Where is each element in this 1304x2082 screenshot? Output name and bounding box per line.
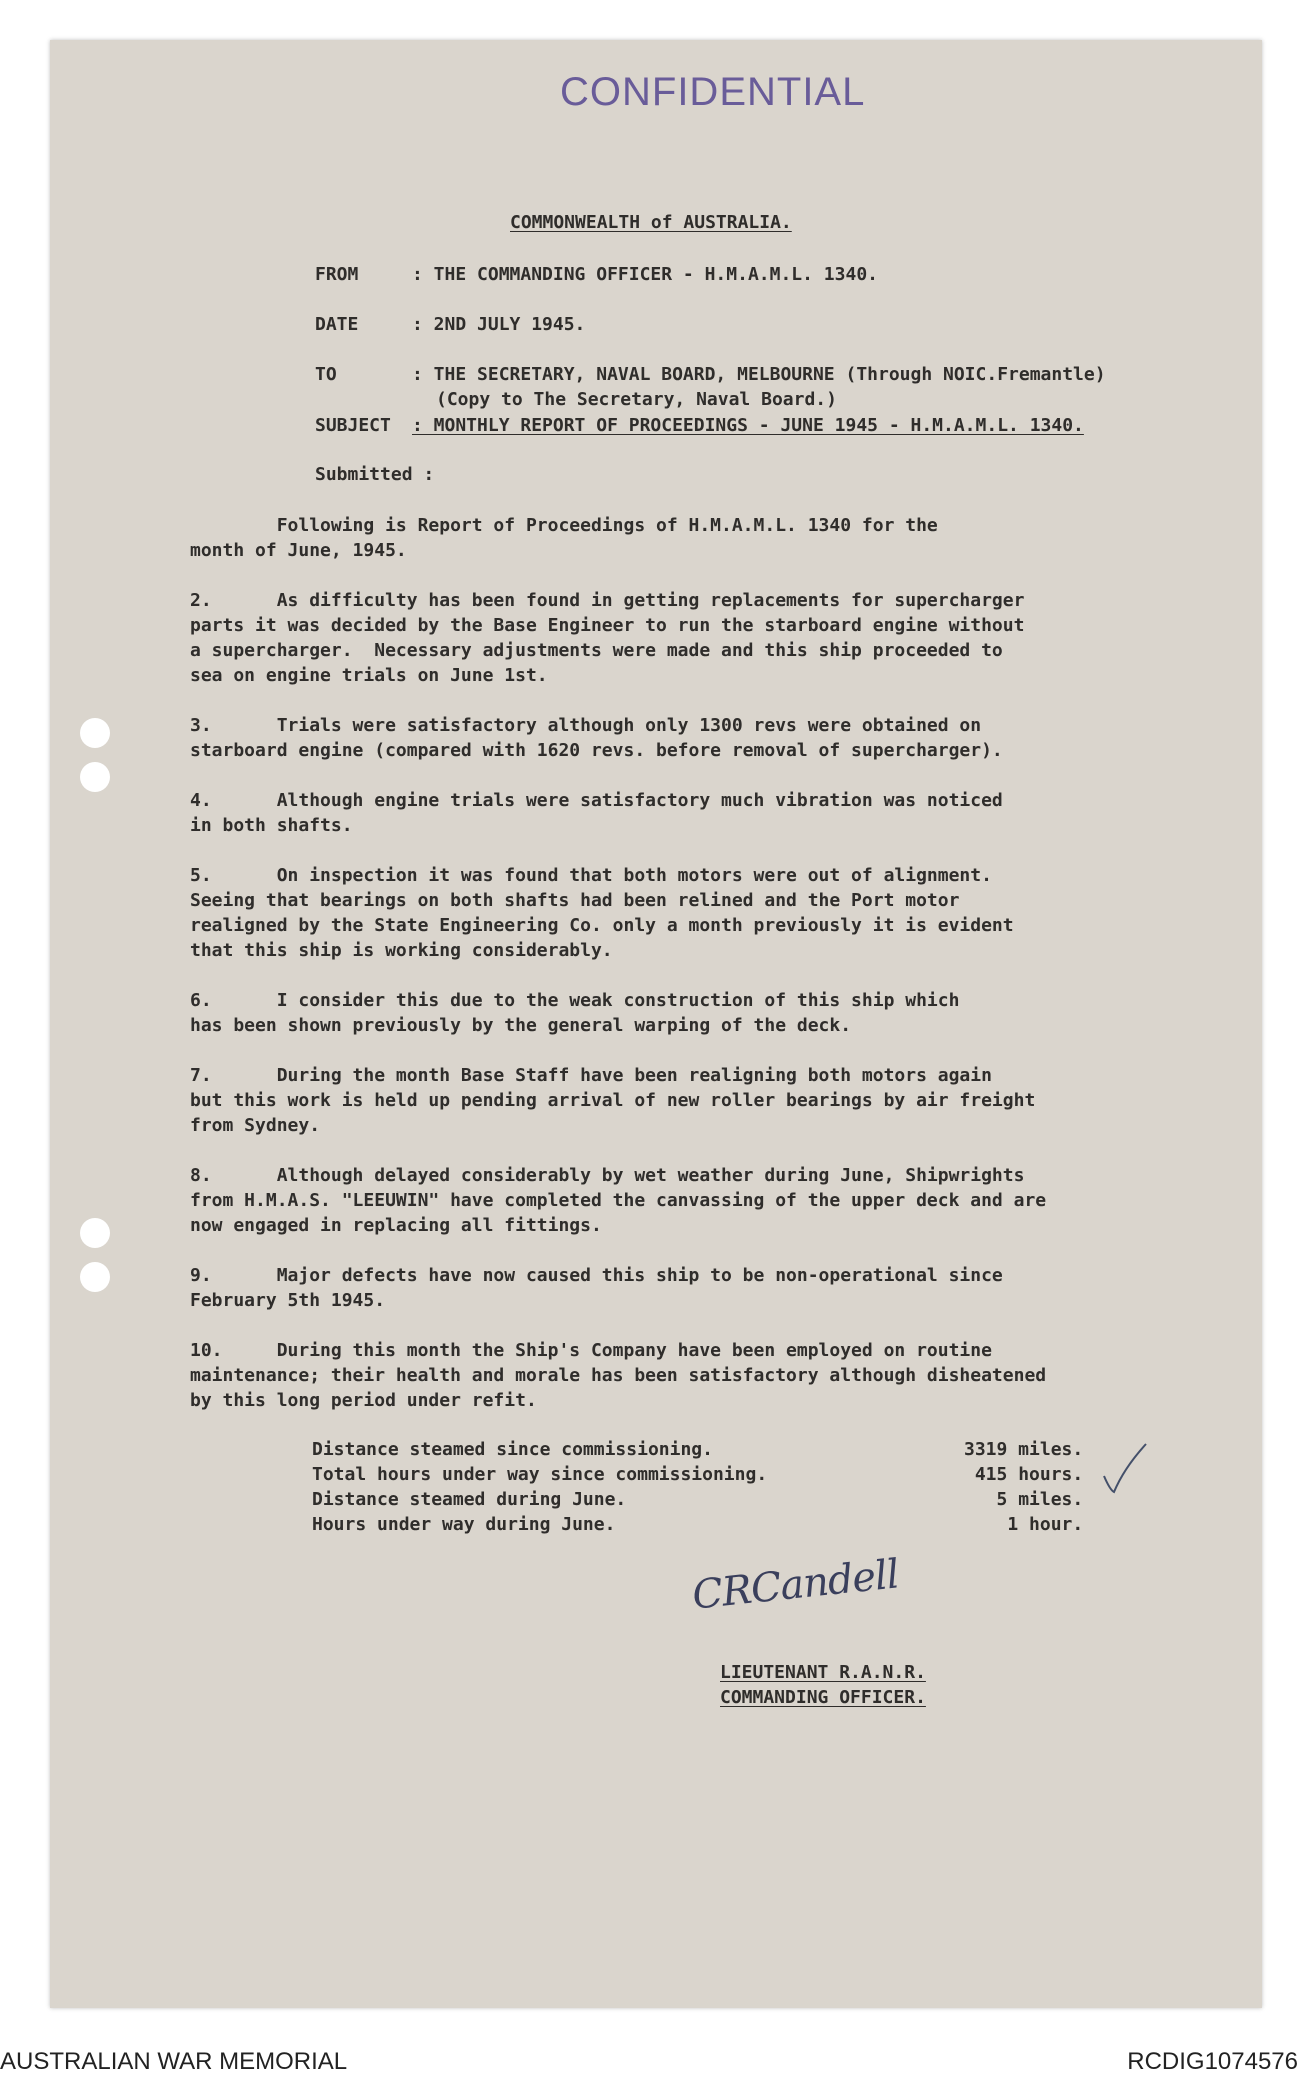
paragraph-2: 2. As difficulty has been found in getting replacements for supercharger parts it was decided by the Base Engineer to run the starboard engine without a supercharger. Necessary adjustments were made and this ship proceeded to sea on engine trials on June 1st.: [190, 590, 1025, 686]
punch-hole: [80, 762, 110, 792]
stats-values: 3319 miles. 415 hours. 5 miles. 1 hour.: [964, 1439, 1084, 1535]
subject-label: SUBJECT: [315, 415, 391, 436]
signoff-title: COMMANDING OFFICER.: [720, 1687, 926, 1708]
date-value: : 2ND JULY 1945.: [412, 314, 586, 335]
copy-line: (Copy to The Secretary, Naval Board.): [436, 389, 837, 410]
subject-value: : MONTHLY REPORT OF PROCEEDINGS - JUNE 1945 - H.M.A.M.L. 1340.: [412, 415, 1084, 436]
punch-hole: [80, 1262, 110, 1292]
paragraph-5: 5. On inspection it was found that both motors were out of alignment. Seeing that bearings on both shafts had been relined and the Port motor realigned by the State Engineering Co. only a month previously it is evident that this ship is working considerably.: [190, 865, 1014, 961]
paragraph-6: 6. I consider this due to the weak construction of this ship which has been shown previously by the general warping of the deck.: [190, 990, 960, 1036]
paragraph-1: Following is Report of Proceedings of H.M.A.M.L. 1340 for the month of June, 1945.: [190, 515, 938, 561]
footer-archive-name: AUSTRALIAN WAR MEMORIAL: [0, 2048, 348, 2075]
paragraph-9: 9. Major defects have now caused this ship to be non-operational since February 5th 1945.: [190, 1265, 1003, 1311]
submitted-line: Submitted :: [315, 464, 435, 485]
to-label: TO: [315, 364, 337, 385]
paragraph-8: 8. Although delayed considerably by wet weather during June, Shipwrights from H.M.A.S. "LEEUWIN" have completed the canvassing of the upper deck and are now engaged in replacing all fittings.: [190, 1165, 1047, 1236]
footer-record-id: RCDIG1074576: [1127, 2048, 1298, 2075]
check-mark-icon: [1100, 1438, 1150, 1498]
from-value: : THE COMMANDING OFFICER - H.M.A.M.L. 1340.: [412, 264, 878, 285]
from-label: FROM: [315, 264, 359, 285]
stats-labels: Distance steamed since commissioning. Total hours under way since commissioning. Distance steamed during June. Hours under way during June.: [312, 1439, 768, 1535]
paragraph-4: 4. Although engine trials were satisfactory much vibration was noticed in both shafts.: [190, 790, 1003, 836]
date-label: DATE: [315, 314, 359, 335]
signoff-rank: LIEUTENANT R.A.N.R.: [720, 1662, 926, 1683]
signature: CRCandell: [690, 1551, 901, 1619]
punch-hole: [80, 1218, 110, 1248]
paragraph-7: 7. During the month Base Staff have been realigning both motors again but this work is held up pending arrival of new roller bearings by air freight from Sydney.: [190, 1065, 1036, 1136]
paragraph-3: 3. Trials were satisfactory although only 1300 revs were obtained on starboard engine (compared with 1620 revs. before removal of supercharger).: [190, 715, 1003, 761]
document-heading: COMMONWEALTH of AUSTRALIA.: [510, 212, 792, 233]
to-value: : THE SECRETARY, NAVAL BOARD, MELBOURNE (Through NOIC.Fremantle): [412, 364, 1106, 385]
confidential-stamp: CONFIDENTIAL: [560, 70, 866, 114]
paragraph-10: 10. During this month the Ship's Company have been employed on routine maintenance; their health and morale has been satisfactory although disheatened by this long period under refit.: [190, 1340, 1047, 1411]
punch-hole: [80, 718, 110, 748]
